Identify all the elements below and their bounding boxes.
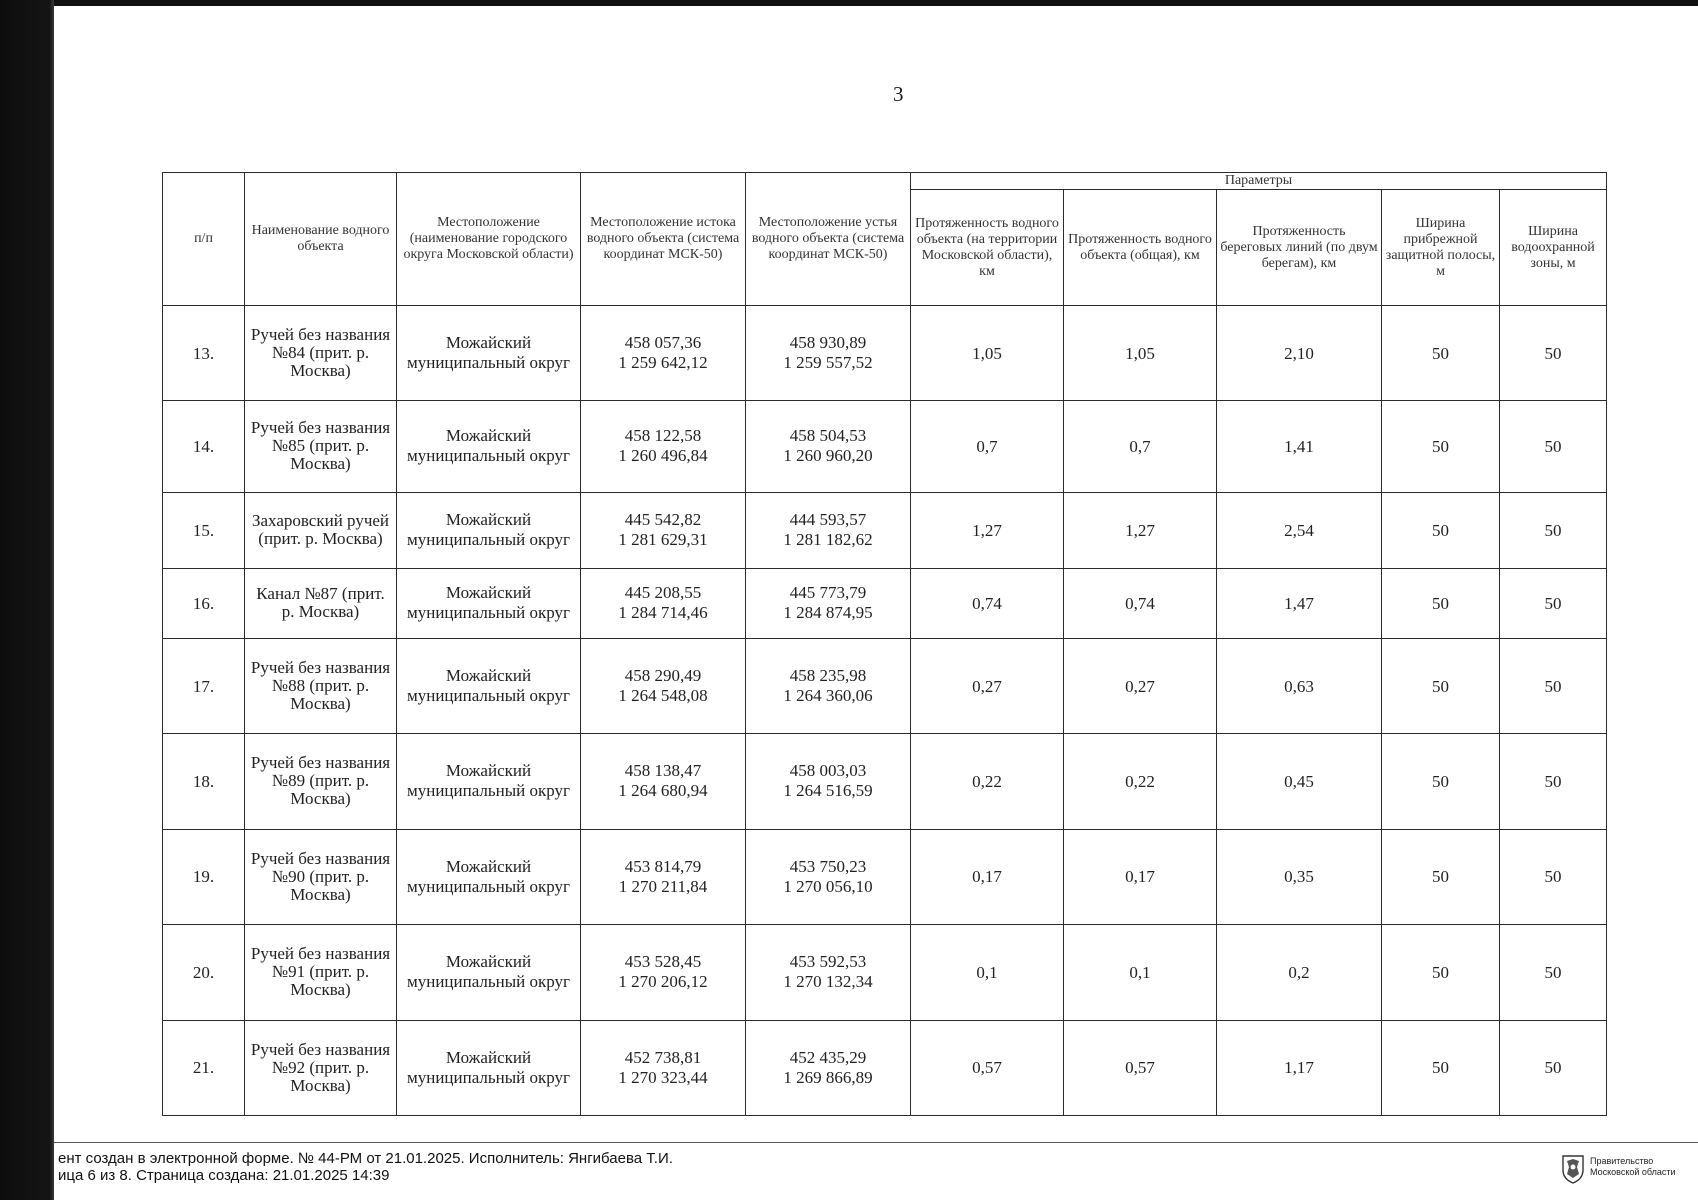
water-object-name-cell: Ручей без названия №88 (прит. р. Москва) bbox=[245, 638, 397, 733]
length-mo-cell: 0,74 bbox=[911, 568, 1064, 638]
coastal-width-cell: 50 bbox=[1382, 638, 1500, 733]
coordinate-value: 1 259 557,52 bbox=[783, 353, 873, 373]
coordinate-value: 458 138,47 bbox=[624, 761, 702, 781]
coordinate-value: 458 290,49 bbox=[624, 666, 702, 686]
water-object-name-cell: Канал №87 (прит. р. Москва) bbox=[245, 568, 397, 638]
row-num-cell: 13. bbox=[163, 306, 245, 401]
row-num-cell: 16. bbox=[163, 568, 245, 638]
length-banks-cell: 0,2 bbox=[1217, 925, 1382, 1020]
coastal-width-cell: 50 bbox=[1382, 1020, 1500, 1116]
source-coordinates-cell bbox=[581, 1020, 746, 1116]
length-total-cell: 0,7 bbox=[1064, 401, 1217, 492]
mouth-coordinates-cell bbox=[746, 1020, 911, 1116]
coastal-width-cell: 50 bbox=[1382, 401, 1500, 492]
source-coordinates-cell bbox=[581, 492, 746, 568]
table-row bbox=[163, 401, 1607, 492]
length-banks-cell: 0,45 bbox=[1217, 734, 1382, 829]
mouth-coordinates-cell bbox=[746, 568, 911, 638]
coordinate-value: 453 750,23 bbox=[789, 856, 867, 876]
protect-width-cell: 50 bbox=[1500, 401, 1607, 492]
protect-width-cell: 50 bbox=[1500, 568, 1607, 638]
mouth-coordinates-cell bbox=[746, 829, 911, 924]
length-mo-cell: 0,27 bbox=[911, 638, 1064, 733]
header-location: Местоположение (наименование городского округа Московской области) bbox=[397, 173, 581, 306]
source-coordinates-cell bbox=[581, 734, 746, 829]
mouth-coordinates-cell bbox=[746, 306, 911, 401]
coordinate-value: 1 260 960,20 bbox=[783, 446, 873, 466]
table-row bbox=[163, 925, 1607, 1020]
length-banks-cell: 2,10 bbox=[1217, 306, 1382, 401]
coordinate-value: 452 738,81 bbox=[624, 1047, 702, 1067]
length-mo-cell: 0,7 bbox=[911, 401, 1064, 492]
source-coordinates-cell bbox=[581, 829, 746, 924]
coordinate-value: 1 264 548,08 bbox=[618, 686, 708, 706]
protect-width-cell: 50 bbox=[1500, 492, 1607, 568]
coat-of-arms-icon bbox=[1560, 1154, 1586, 1184]
protect-width-cell: 50 bbox=[1500, 925, 1607, 1020]
length-total-cell: 0,27 bbox=[1064, 638, 1217, 733]
coordinate-value: 1 264 680,94 bbox=[618, 781, 708, 801]
coordinate-value: 1 284 874,95 bbox=[783, 603, 873, 623]
table-row bbox=[163, 568, 1607, 638]
coastal-width-cell: 50 bbox=[1382, 568, 1500, 638]
water-object-name-cell: Ручей без названия №91 (прит. р. Москва) bbox=[245, 925, 397, 1020]
length-total-cell: 0,22 bbox=[1064, 734, 1217, 829]
location-cell: Можайский муниципальный округ bbox=[397, 492, 581, 568]
coordinate-value: 444 593,57 bbox=[789, 510, 867, 530]
source-coordinates-cell bbox=[581, 568, 746, 638]
coordinate-value: 458 930,89 bbox=[789, 333, 867, 353]
row-num-cell: 17. bbox=[163, 638, 245, 733]
row-num-cell: 18. bbox=[163, 734, 245, 829]
length-banks-cell: 1,47 bbox=[1217, 568, 1382, 638]
water-object-name-cell: Ручей без названия №92 (прит. р. Москва) bbox=[245, 1020, 397, 1116]
gov-logo-text bbox=[1590, 1156, 1676, 1178]
row-num-cell: 21. bbox=[163, 1020, 245, 1116]
scan-left-edge bbox=[0, 0, 54, 1200]
mouth-coordinates-cell bbox=[746, 401, 911, 492]
header-name: Наименование водного объекта bbox=[245, 173, 397, 306]
coordinate-value: 1 270 323,44 bbox=[618, 1067, 708, 1087]
coastal-width-cell: 50 bbox=[1382, 734, 1500, 829]
table-body bbox=[163, 306, 1607, 1116]
water-object-name-cell: Ручей без названия №84 (прит. р. Москва) bbox=[245, 306, 397, 401]
length-total-cell: 0,57 bbox=[1064, 1020, 1217, 1116]
coordinate-value: 1 284 714,46 bbox=[618, 603, 708, 623]
mouth-coordinates-cell bbox=[746, 734, 911, 829]
header-len-mo: Протяженность водного объекта (на территории Московской области), км bbox=[911, 190, 1064, 306]
protect-width-cell: 50 bbox=[1500, 734, 1607, 829]
coastal-width-cell: 50 bbox=[1382, 492, 1500, 568]
header-mouth: Местоположение устья водного объекта (система координат МСК-50) bbox=[746, 173, 911, 306]
table-row bbox=[163, 306, 1607, 401]
table-row bbox=[163, 1020, 1607, 1116]
header-coastal-width: Ширина прибрежной защитной полосы, м bbox=[1382, 190, 1500, 306]
coordinate-value: 445 542,82 bbox=[624, 510, 702, 530]
length-mo-cell: 1,27 bbox=[911, 492, 1064, 568]
location-cell: Можайский муниципальный округ bbox=[397, 1020, 581, 1116]
row-num-cell: 15. bbox=[163, 492, 245, 568]
mouth-coordinates-cell bbox=[746, 925, 911, 1020]
protect-width-cell: 50 bbox=[1500, 306, 1607, 401]
coordinate-value: 453 814,79 bbox=[624, 856, 702, 876]
page-number: 3 bbox=[893, 82, 904, 106]
coordinate-value: 452 435,29 bbox=[789, 1047, 867, 1067]
header-source: Местоположение истока водного объекта (система координат МСК-50) bbox=[581, 173, 746, 306]
location-cell: Можайский муниципальный округ bbox=[397, 568, 581, 638]
gov-logo-text-line-2: Московской области bbox=[1590, 1167, 1676, 1177]
length-total-cell: 1,05 bbox=[1064, 306, 1217, 401]
header-protect-width: Ширина водоохранной зоны, м bbox=[1500, 190, 1607, 306]
location-cell: Можайский муниципальный округ bbox=[397, 306, 581, 401]
header-len-total: Протяженность водного объекта (общая), км bbox=[1064, 190, 1217, 306]
coordinate-value: 458 235,98 bbox=[789, 666, 867, 686]
source-coordinates-cell bbox=[581, 925, 746, 1020]
length-mo-cell: 1,05 bbox=[911, 306, 1064, 401]
water-object-name-cell: Ручей без названия №89 (прит. р. Москва) bbox=[245, 734, 397, 829]
coordinate-value: 1 269 866,89 bbox=[783, 1067, 873, 1087]
coordinate-value: 1 260 496,84 bbox=[618, 446, 708, 466]
source-coordinates-cell bbox=[581, 306, 746, 401]
length-banks-cell: 0,63 bbox=[1217, 638, 1382, 733]
length-total-cell: 0,74 bbox=[1064, 568, 1217, 638]
coordinate-value: 458 504,53 bbox=[789, 426, 867, 446]
coordinate-value: 1 281 182,62 bbox=[783, 530, 873, 550]
table-row bbox=[163, 492, 1607, 568]
coordinate-value: 1 264 516,59 bbox=[783, 781, 873, 801]
coordinate-value: 445 773,79 bbox=[789, 583, 867, 603]
coordinate-value: 458 122,58 bbox=[624, 426, 702, 446]
header-len-banks: Протяженность береговых линий (по двум берегам), км bbox=[1217, 190, 1382, 306]
coordinate-value: 1 281 629,31 bbox=[618, 530, 708, 550]
row-num-cell: 19. bbox=[163, 829, 245, 924]
coordinate-value: 1 270 206,12 bbox=[618, 972, 708, 992]
length-mo-cell: 0,22 bbox=[911, 734, 1064, 829]
water-object-name-cell: Ручей без названия №90 (прит. р. Москва) bbox=[245, 829, 397, 924]
coordinate-value: 1 270 056,10 bbox=[783, 876, 873, 896]
coastal-width-cell: 50 bbox=[1382, 829, 1500, 924]
length-mo-cell: 0,17 bbox=[911, 829, 1064, 924]
location-cell: Можайский муниципальный округ bbox=[397, 638, 581, 733]
mouth-coordinates-cell bbox=[746, 638, 911, 733]
gov-logo-text-line-1: Правительство bbox=[1590, 1156, 1654, 1166]
header-num: п/п bbox=[163, 173, 245, 306]
coordinate-value: 1 270 132,34 bbox=[783, 972, 873, 992]
length-total-cell: 0,17 bbox=[1064, 829, 1217, 924]
protect-width-cell: 50 bbox=[1500, 638, 1607, 733]
row-num-cell: 20. bbox=[163, 925, 245, 1020]
water-object-name-cell: Захаровский ручей (прит. р. Москва) bbox=[245, 492, 397, 568]
coastal-width-cell: 50 bbox=[1382, 306, 1500, 401]
protect-width-cell: 50 bbox=[1500, 829, 1607, 924]
coordinate-value: 453 592,53 bbox=[789, 952, 867, 972]
water-objects-table bbox=[162, 172, 1607, 1116]
length-banks-cell: 2,54 bbox=[1217, 492, 1382, 568]
coordinate-value: 1 264 360,06 bbox=[783, 686, 873, 706]
location-cell: Можайский муниципальный округ bbox=[397, 829, 581, 924]
location-cell: Можайский муниципальный округ bbox=[397, 734, 581, 829]
coordinate-value: 1 259 642,12 bbox=[618, 353, 708, 373]
length-banks-cell: 0,35 bbox=[1217, 829, 1382, 924]
length-banks-cell: 1,17 bbox=[1217, 1020, 1382, 1116]
footer-divider bbox=[54, 1142, 1698, 1143]
table-row bbox=[163, 734, 1607, 829]
table-row bbox=[163, 829, 1607, 924]
length-total-cell: 0,1 bbox=[1064, 925, 1217, 1020]
row-num-cell: 14. bbox=[163, 401, 245, 492]
location-cell: Можайский муниципальный округ bbox=[397, 925, 581, 1020]
coordinate-value: 458 003,03 bbox=[789, 761, 867, 781]
footer-line-2: ица 6 из 8. Страница создана: 21.01.2025 14:39 bbox=[58, 1167, 390, 1184]
protect-width-cell: 50 bbox=[1500, 1020, 1607, 1116]
mouth-coordinates-cell bbox=[746, 492, 911, 568]
length-total-cell: 1,27 bbox=[1064, 492, 1217, 568]
coordinate-value: 445 208,55 bbox=[624, 583, 702, 603]
coordinate-value: 1 270 211,84 bbox=[618, 876, 708, 896]
footer-line-1: ент создан в электронной форме. № 44-РМ от 21.01.2025. Исполнитель: Янгибаева Т.И. bbox=[58, 1150, 673, 1167]
length-mo-cell: 0,1 bbox=[911, 925, 1064, 1020]
location-cell: Можайский муниципальный округ bbox=[397, 401, 581, 492]
coastal-width-cell: 50 bbox=[1382, 925, 1500, 1020]
table-row bbox=[163, 638, 1607, 733]
coordinate-value: 453 528,45 bbox=[624, 952, 702, 972]
length-mo-cell: 0,57 bbox=[911, 1020, 1064, 1116]
source-coordinates-cell bbox=[581, 401, 746, 492]
scan-top-edge bbox=[0, 0, 1698, 6]
water-object-name-cell: Ручей без названия №85 (прит. р. Москва) bbox=[245, 401, 397, 492]
source-coordinates-cell bbox=[581, 638, 746, 733]
coordinate-value: 458 057,36 bbox=[624, 333, 702, 353]
length-banks-cell: 1,41 bbox=[1217, 401, 1382, 492]
header-params-group: Параметры bbox=[911, 173, 1607, 190]
